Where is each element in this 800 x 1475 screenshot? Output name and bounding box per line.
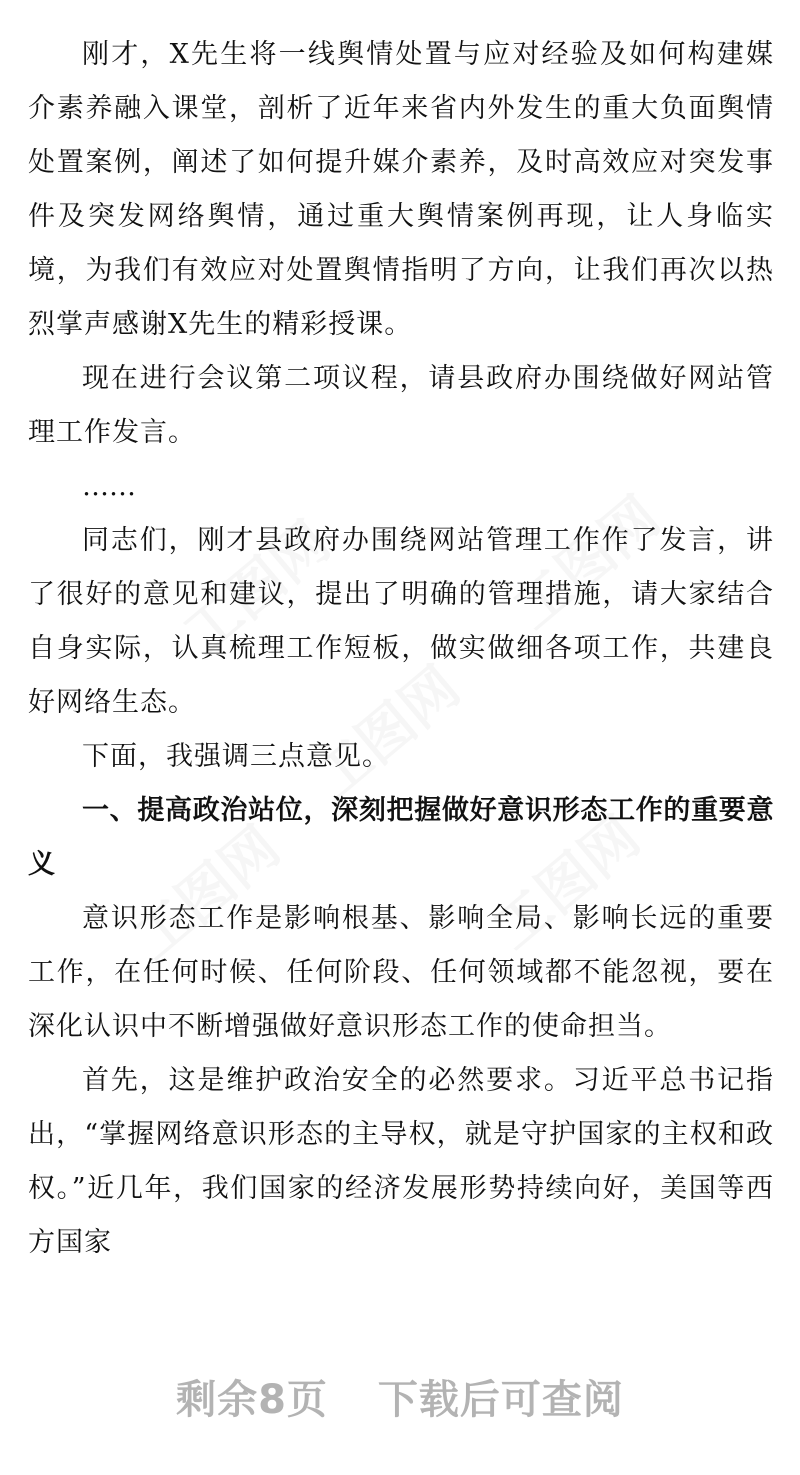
watermark: 工图网 [481, 804, 653, 963]
paragraph-summary-speech: 同志们，刚才县政府办围绕网站管理工作作了发言，讲了很好的意见和建议，提出了明确的管理措施，请大家结合自身实际，认真梳理工作短板，做实做细各项工作，共建良好网络生态。 [28, 525, 774, 718]
paragraph-ellipsis: …… [82, 471, 136, 502]
paragraph-thanks-speaker: 刚才，X先生将一线舆情处置与应对经验及如何构建媒介素养融入课堂，剖析了近年来省内外发生的重大负面舆情处置案例，阐述了如何提升媒介素养，及时高效应对突发事件及突发网络舆情，通过重大舆情案例再现，让人身临实境，为我们有效应对处置舆情指明了方向，让我们再次以热烈掌声感谢X先生的精彩授课。 [28, 39, 774, 340]
paragraph-political-security: 首先，这是维护政治安全的必然要求。习近平总书记指出，“掌握网络意识形态的主导权，就是守护国家的主权和政权。”近几年，我们国家的经济发展形势持续向好，美国等西方国家 [28, 1065, 774, 1258]
remaining-pages-text: 剩余8页 [176, 1377, 328, 1423]
watermark: 工图网 [301, 654, 473, 813]
paragraph-three-points: 下面，我强调三点意见。 [82, 741, 390, 772]
watermark: 工图网 [171, 509, 343, 668]
watermark: 工图网 [121, 814, 293, 973]
download-to-view-text: 下载后可查阅 [377, 1377, 624, 1423]
download-prompt-banner [0, 1372, 800, 1428]
watermark: 工图网 [501, 484, 673, 643]
paragraph-agenda-item-two: 现在进行会议第二项议程，请县政府办围绕做好网站管理工作发言。 [28, 363, 774, 448]
paragraph-ideology-importance: 意识形态工作是影响根基、影响全局、影响长远的重要工作，在任何时候、任何阶段、任何领域都不能忽视，要在深化认识中不断增强做好意识形态工作的使命担当。 [28, 903, 774, 1042]
section-heading-one: 一、提高政治站位，深刻把握做好意识形态工作的重要意义 [28, 795, 774, 880]
document-body [28, 28, 774, 1270]
